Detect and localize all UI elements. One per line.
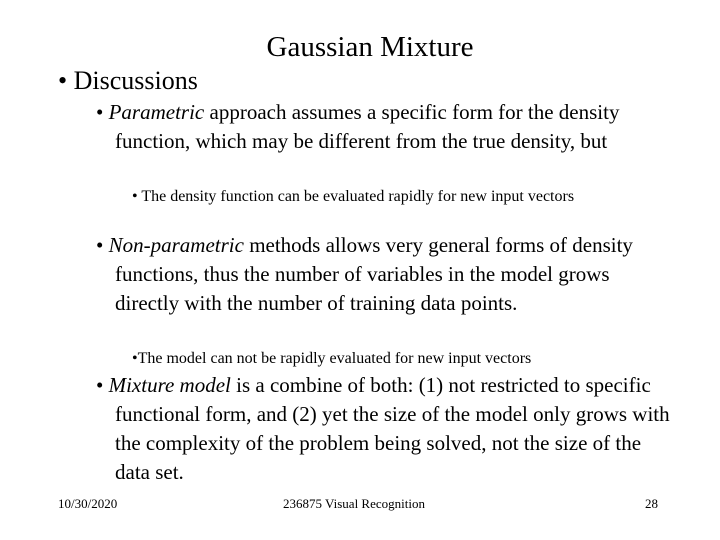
bullet-term: Parametric — [108, 100, 205, 124]
slide-title: Gaussian Mixture — [266, 31, 474, 63]
bullet-text: methods allows very general forms of density functions, thus the number of variables in the model grows directly with the number of training data points. — [115, 233, 633, 315]
footer-course: 236875 Visual Recognition — [283, 496, 425, 511]
bullet-mixture-model — [96, 371, 675, 487]
bullet-term: Mixture model — [108, 373, 231, 397]
bullet-marker: • — [96, 100, 109, 124]
bullet-parametric — [96, 98, 675, 156]
bullet-term: Non-parametric — [108, 233, 244, 257]
bullet-text: is a combine of both: (1) not restricted to specific functional form, and (2) yet the size of the model only grows with the complexity of the problem being solved, not the size of the data set. — [115, 373, 670, 484]
bullet-text: approach assumes a specific form for the density function, which may be different from the true density, but — [115, 100, 620, 153]
footer-date: 10/30/2020 — [58, 496, 118, 511]
top-bullet: • Discussions — [58, 66, 198, 95]
sub-bullet-parametric: • The density function can be evaluated rapidly for new input vectors — [132, 188, 575, 205]
sub-bullet-non-parametric: •The model can not be rapidly evaluated for new input vectors — [132, 350, 532, 367]
bullet-marker: • — [96, 233, 109, 257]
bullet-non-parametric — [96, 231, 675, 318]
footer-page-number: 28 — [645, 496, 658, 511]
bullet-marker: • — [96, 373, 109, 397]
